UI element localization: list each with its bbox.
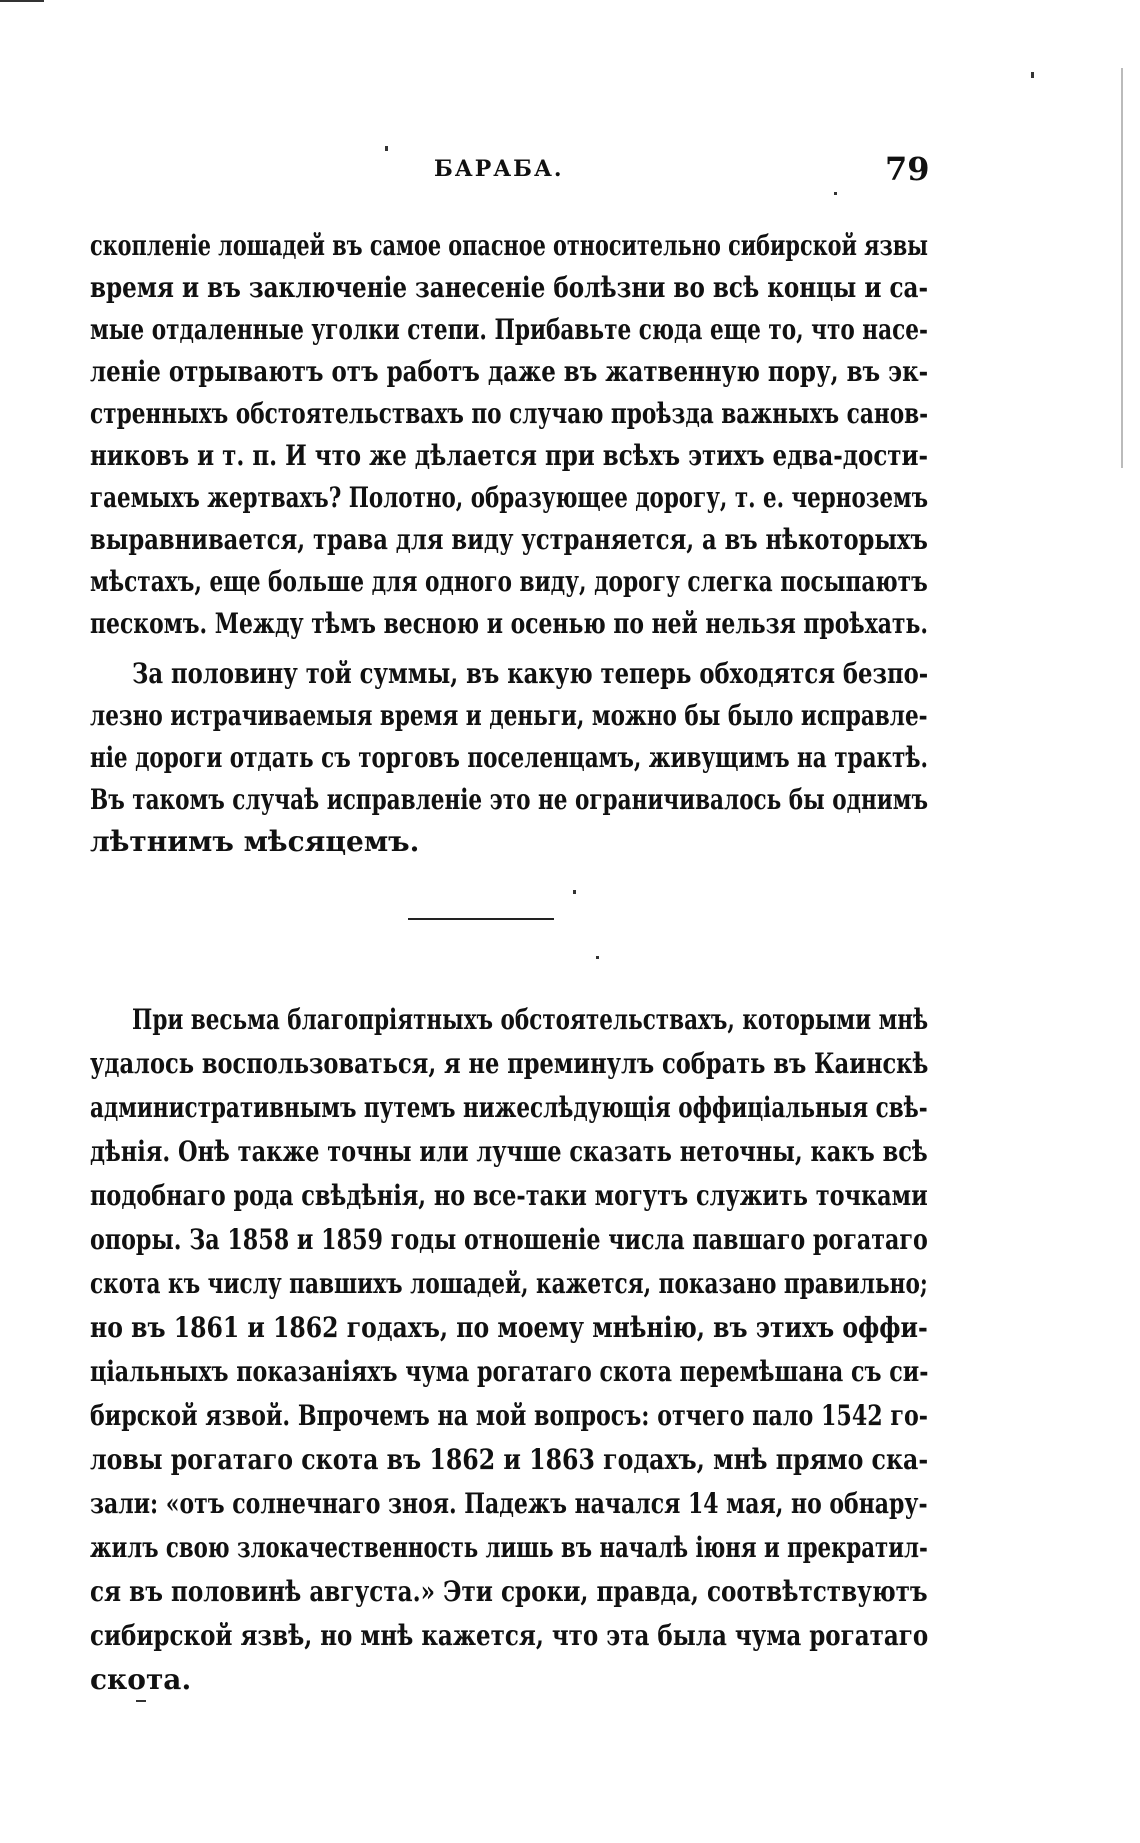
print-speck <box>573 890 576 894</box>
text-line: удалось воспользоваться, я не преминулъ собрать въ Каинскѣ <box>90 1047 929 1080</box>
text-line: пескомъ. Между тѣмъ весною и осенью по ней нельзя проѣхать. <box>90 607 928 640</box>
text-line: административнымъ путемъ нижеслѣдующія оффиціальныя свѣ- <box>90 1091 928 1124</box>
print-speck <box>136 1700 146 1702</box>
page-number: 79 <box>885 150 930 188</box>
print-speck <box>834 192 837 195</box>
text-line: подобнаго рода свѣдѣнія, но все-таки могутъ служить точками <box>90 1179 928 1212</box>
text-line: бирской язвой. Впрочемъ на мой вопросъ: отчего пало 1542 го- <box>90 1399 929 1432</box>
print-speck <box>385 146 388 151</box>
text-line: выравнивается, трава для виду устраняется, а въ нѣкоторыхъ <box>90 523 928 556</box>
text-line: жилъ свою злокачественность лишь въ началѣ іюня и прекратил- <box>90 1531 928 1564</box>
text-line: мѣстахъ, еще больше для одного виду, дорогу слегка посыпаютъ <box>90 565 928 598</box>
print-speck <box>1121 68 1123 468</box>
text-line: скота къ числу павшихъ лошадей, кажется, показано правильно; <box>90 1267 928 1300</box>
section-divider <box>408 918 554 920</box>
text-line: никовъ и т. п. И что же дѣлается при всѣхъ этихъ едва-дости- <box>90 439 929 472</box>
text-line: лезно истрачиваемыя время и деньги, можно бы было исправле- <box>90 699 928 732</box>
text-line: гаемыхъ жертвахъ? Полотно, образующее дорогу, т. е. черноземъ <box>90 481 929 514</box>
text-line: стренныхъ обстоятельствахъ по случаю проѣзда важныхъ санов- <box>90 397 929 430</box>
text-line: время и въ заключеніе занесеніе болѣзни во всѣ концы и са- <box>90 271 929 304</box>
text-line: ся въ половинѣ августа.» Эти сроки, правда, соотвѣтствуютъ <box>90 1575 928 1608</box>
text-line: дѣнія. Онѣ также точны или лучше сказать неточны, какъ всѣ <box>90 1135 928 1168</box>
text-line: мые отдаленные уголки степи. Прибавьте сюда еще то, что насе- <box>90 313 928 346</box>
text-line: ловы рогатаго скота въ 1862 и 1863 годахъ, мнѣ прямо ска- <box>90 1443 929 1476</box>
text-line: опоры. За 1858 и 1859 годы отношеніе числа павшаго рогатаго <box>90 1223 928 1256</box>
text-line: За половину той суммы, въ какую теперь обходятся безпо- <box>132 657 929 690</box>
text-line: ціальныхъ показаніяхъ чума рогатаго скота перемѣшана съ си- <box>90 1355 929 1388</box>
print-speck <box>0 0 44 2</box>
text-line: сибирской язвѣ, но мнѣ кажется, что эта была чума рогатаго <box>90 1619 929 1652</box>
text-line: зали: «отъ солнечнаго зноя. Падежъ начался 14 мая, но обнару- <box>90 1487 928 1520</box>
text-line: лѣтнимъ мѣсяцемъ. <box>90 825 420 858</box>
print-speck <box>596 956 599 959</box>
text-line: При весьма благопріятныхъ обстоятельствахъ, которыми мнѣ <box>132 1003 929 1036</box>
text-line: Въ такомъ случаѣ исправленіе это не ограничивалось бы однимъ <box>90 783 929 816</box>
text-line: скота. <box>90 1663 192 1696</box>
running-header: БАРАБА. <box>434 156 564 182</box>
text-line: скопленіе лошадей въ самое опасное относительно сибирской язвы <box>90 229 929 262</box>
text-line: леніе отрываютъ отъ работъ даже въ жатвенную пору, въ эк- <box>90 355 929 388</box>
text-line: ніе дороги отдать съ торговъ поселенцамъ, живущимъ на трактѣ. <box>90 741 928 774</box>
print-speck <box>1031 72 1034 78</box>
text-line: но въ 1861 и 1862 годахъ, по моему мнѣнію, въ этихъ оффи- <box>90 1311 928 1344</box>
